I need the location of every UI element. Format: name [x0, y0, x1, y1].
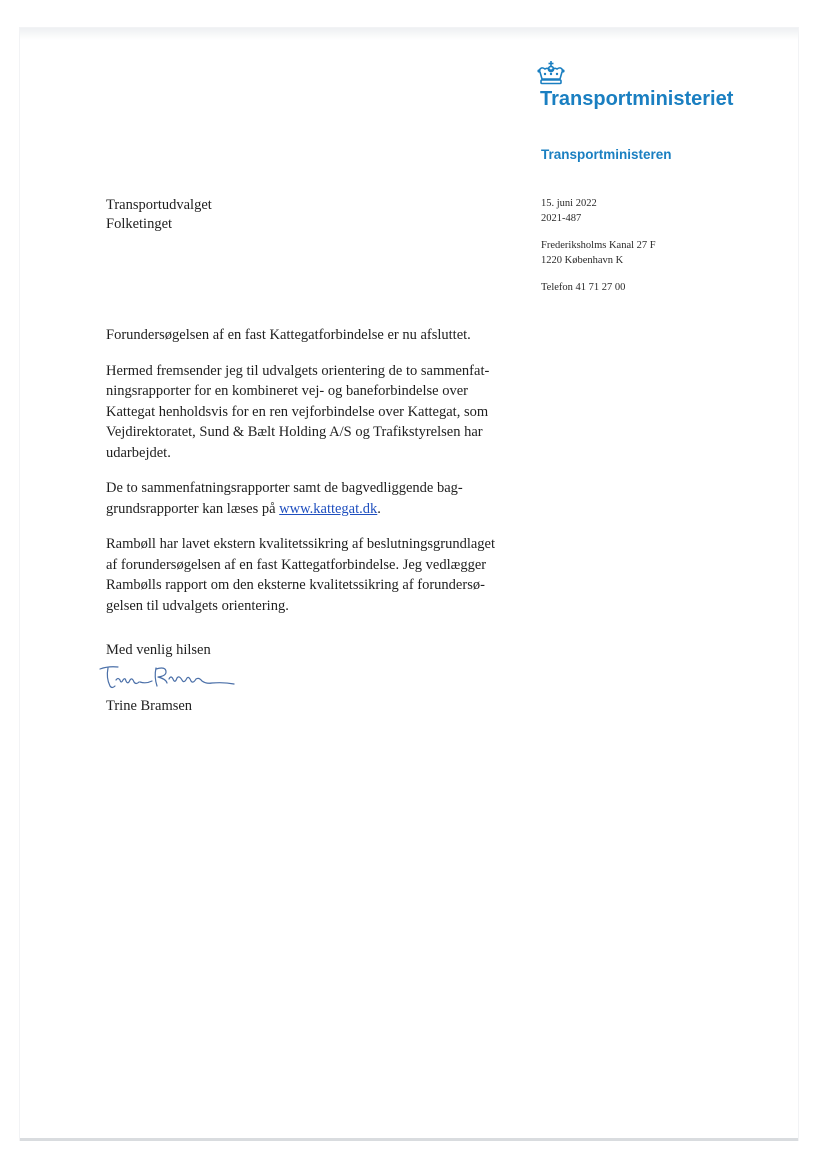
text-line: udarbejdet.	[106, 444, 171, 461]
text-line: Hermed fremsender jeg til udvalgets orientering de to sammenfat-	[106, 362, 490, 379]
ministry-name: Transportministeriet	[540, 88, 734, 110]
paragraph	[106, 361, 526, 464]
minister-title: Transportministeren	[541, 147, 672, 162]
text-line: Rambøll har lavet ekstern kvalitetssikring af beslutningsgrundlaget	[106, 536, 495, 552]
address-line: 1220 København K	[541, 255, 624, 266]
text-line: Vejdirektoratet, Sund & Bælt Holding A/S og Trafikstyrelsen har	[106, 424, 483, 440]
text-line: Kattegat henholdsvis for en ren vejforbindelse over Kattegat, som	[106, 403, 489, 420]
text-line: .	[377, 500, 381, 517]
scan-edge-top	[20, 28, 798, 40]
text-line: gelsen til udvalgets orientering.	[106, 597, 289, 614]
address-line: Frederiksholms Kanal 27 F	[541, 240, 656, 251]
recipient-line: Transportudvalget	[106, 197, 212, 213]
letter-date: 15. juni 2022	[541, 198, 597, 209]
text-line: Rambølls rapport om den eksterne kvalitetssikring af forundersø-	[106, 577, 485, 593]
recipient-line: Folketinget	[106, 216, 173, 232]
case-number: 2021-487	[541, 213, 582, 224]
crown-icon	[535, 60, 567, 86]
recipient-block	[106, 196, 212, 234]
phone-number: Telefon 41 71 27 00	[541, 282, 626, 293]
handwritten-signature	[96, 662, 246, 692]
text-line: grundsrapporter kan læses på	[106, 500, 280, 517]
signer-name: Trine Bramsen	[106, 698, 193, 714]
closing-greeting: Med venlig hilsen	[106, 642, 211, 658]
letter-body	[106, 325, 526, 631]
text-line: af forundersøgelsen af en fast Kattegatforbindelse. Jeg vedlægger	[106, 556, 487, 573]
kattegat-link[interactable]: www.kattegat.dk	[279, 500, 378, 517]
text-line: De to sammenfatningsrapporter samt de bagvedliggende bag-	[106, 480, 463, 496]
meta-block	[541, 196, 656, 295]
paragraph: Forundersøgelsen af en fast Kattegatforbindelse er nu afsluttet.	[106, 327, 471, 343]
text-line: ningsrapporter for en kombineret vej- og baneforbindelse over	[106, 383, 468, 399]
paragraph	[106, 534, 526, 616]
scan-edge-bottom	[20, 1138, 798, 1141]
paragraph	[106, 478, 526, 519]
